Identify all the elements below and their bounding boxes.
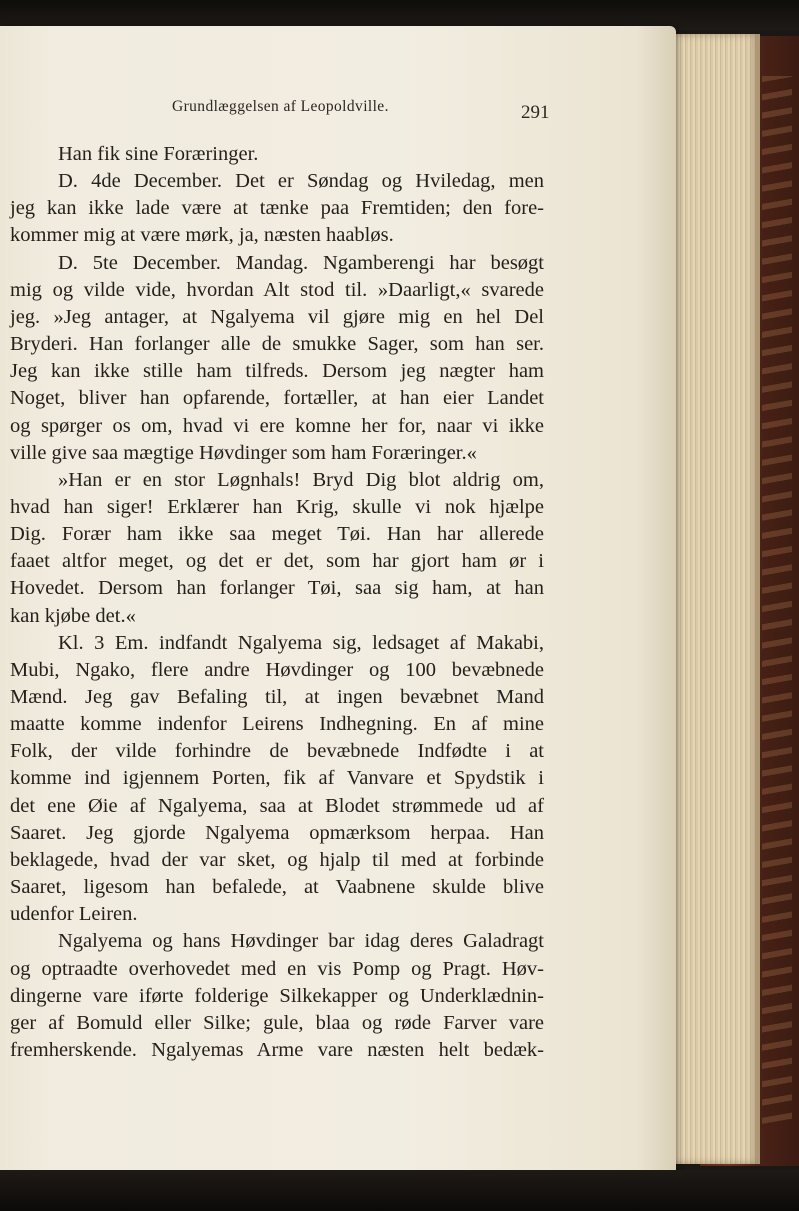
text-line: Mænd. Jeg gav Befaling til, at ingen bevæbnet Mand [10,686,544,708]
text-line: og spørger os om, hvad vi ere komne her for, naar vi ikke [10,414,544,437]
text-line: »Han er en stor Løgnhals! Bryd Dig blot aldrig om, [58,468,544,491]
text-line: ger af Bomuld eller Silke; gule, blaa og røde Farver vare [10,1011,544,1034]
text-line: Han fik sine Foræringer. [58,143,259,165]
page-fore-edge [668,34,760,1164]
scan-background-bottom [0,1170,799,1211]
text-line: faaet altfor meget, og det er det, som har gjort ham ør i [10,550,544,573]
text-line: Dig. Forær ham ikke saa meget Tøi. Han har allerede [10,523,544,546]
text-line: hvad han siger! Erklærer han Krig, skulle vi nok hjælpe [10,495,544,518]
text-line: komme ind igjennem Porten, fik af Vanvare et Spydstik i [10,767,544,790]
text-line: Jeg kan ikke stille ham tilfreds. Dersom jeg nægter ham [10,360,544,383]
text-line: Kl. 3 Em. indfandt Ngalyema sig, ledsaget af Makabi, [58,631,544,654]
text-line: det ene Øie af Ngalyema, saa at Blodet strømmede ud af [10,794,544,817]
text-line: maatte komme indenfor Leirens Indhegning. En af mine [10,713,544,736]
text-line: Bryderi. Han forlanger alle de smukke Sager, som han ser. [10,333,544,356]
text-line: ville give saa mægtige Høvdinger som ham Foræringer.« [10,441,477,464]
text-line: dingerne vare iførte folderige Silkekapper og Underklædnin- [10,984,544,1007]
text-line: kan kjøbe det.« [10,604,136,627]
text-line: fremherskende. Ngalyemas Arme vare næsten helt bedæk- [10,1038,544,1061]
text-line: Ngalyema og hans Høvdinger bar idag deres Galadragt [58,930,544,953]
text-line: Noget, bliver han opfarende, fortæller, at han eier Landet [10,387,544,410]
page-number: 291 [521,102,550,123]
text-line: kommer mig at være mørk, ja, næsten haabløs. [10,224,394,247]
running-head: Grundlæggelsen af Leopoldville. [172,98,389,115]
text-line: og optraadte overhovedet med en vis Pomp og Pragt. Høv- [10,957,544,980]
text-line: Saaret, ligesom han befalede, at Vaabnene skulde blive [10,876,544,899]
text-line: jeg kan ikke lade være at tænke paa Fremtiden; den fore- [10,197,544,220]
text-line: udenfor Leiren. [10,903,138,926]
text-line: beklagede, hvad der var sket, og hjalp til med at forbinde [10,848,544,871]
text-line: Folk, der vilde forhindre de bevæbnede Indfødte i at [10,740,544,763]
text-line: D. 5te December. Mandag. Ngamberengi har besøgt [58,251,544,274]
text-line: mig og vilde vide, hvordan Alt stod til. »Daarligt,« svarede [10,278,544,301]
text-line: jeg. »Jeg antager, at Ngalyema vil gjøre mig en hel Del [10,305,544,328]
text-line: Saaret. Jeg gjorde Ngalyema opmærksom herpaa. Han [10,821,544,844]
text-line: D. 4de December. Det er Søndag og Hviledag, men [58,170,544,193]
text-line: Mubi, Ngako, flere andre Høvdinger og 100 bevæbnede [10,658,544,681]
text-line: Hovedet. Dersom han forlanger Tøi, saa sig ham, at han [10,577,544,600]
